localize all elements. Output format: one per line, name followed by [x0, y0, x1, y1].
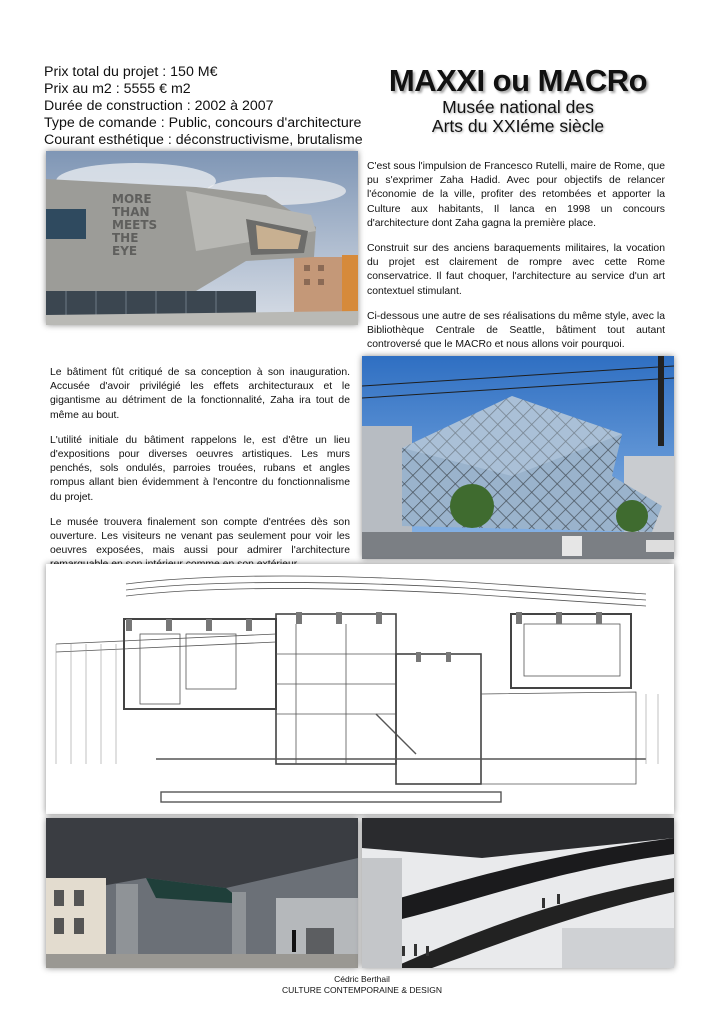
fact-commission-type: Type de comande : Public, concours d'architecture — [44, 115, 362, 131]
fact-construction-duration: Durée de construction : 2002 à 2007 — [44, 98, 274, 114]
critique-text — [50, 366, 350, 584]
course-name: CULTURE CONTEMPORAINE & DESIGN — [282, 985, 442, 995]
building-section-drawing — [46, 564, 674, 814]
paragraph: Ci-dessous une autre de ses réalisations du même style, avec la Bibliothèque Centrale de Seattle, bâtiment tout autant controversé que le MACRo et nous allons voir pourquoi. — [367, 310, 665, 351]
page-title-block — [372, 64, 664, 136]
facade-word: EYE — [112, 244, 138, 258]
footer — [0, 974, 724, 996]
facade-word: THE — [112, 231, 139, 245]
page-title: MAXXI ou MACRo — [388, 63, 648, 98]
paragraph: Le musée trouvera finalement son compte d'entrées dès son ouverture. Les visiteurs ne venant pas seulement pour voir les oeuvres exposées, mais aussi pour admirer l'architecture — [50, 516, 350, 557]
paragraph: C'est sous l'impulsion de Francesco Rutelli, maire de Rome, que pu s'exprimer Zaha Hadid. Avec pour objectifs de relancer l'économie de la ville, profiter des retombées et apporter la Culture aux habitants, Il lanca en 1998 un concours d'architecture dont Zaha gagna la première place. — [367, 161, 665, 229]
page-subtitle-line-1: Musée national des — [442, 97, 594, 117]
photo-maxxi-interior — [362, 818, 674, 968]
photo-maxxi-exterior — [46, 151, 358, 325]
photo-maxxi-underside — [46, 818, 358, 968]
fact-price-per-m2: Prix au m2 : 5555 € m2 — [44, 81, 191, 97]
paragraph: L'utilité initiale du bâtiment rappelons le, est d'être un lieu d'expositions pour diverses oeuvres artistiques. Les murs penchés, sols ondulés, parroies trouées, rubans et angles rompus allant bien évidemment à l'encontre du fonctionnalisme du projet. — [50, 434, 350, 503]
photo-seattle-library — [362, 356, 674, 559]
author-name: Cédric Berthail — [334, 974, 390, 984]
page-subtitle-line-2: Arts du XXIéme siècle — [431, 116, 605, 136]
fact-aesthetic-movement: Courant esthétique : déconstructivisme, brutalisme — [44, 132, 363, 148]
facade-word: MORE — [112, 192, 152, 206]
fact-total-price: Prix total du projet : 150 M€ — [44, 64, 218, 80]
paragraph: Construit sur des anciens baraquements militaires, la vocation du projet est clairement de rompre avec cette Rome conservatrice. Il faut choquer, l'architecture au service d'un art contextuel stimulant. — [367, 243, 665, 297]
intro-text — [367, 160, 665, 363]
facade-word: THAN — [112, 205, 150, 219]
paragraph: Le bâtiment fût critiqué de sa conception à son inauguration. Accusée d'avoir privilégié les effets architecturaux et le gigantisme au détriment de la fonctionnalité, Zaha ira tout de même au bout. — [50, 367, 350, 421]
facade-word: MEETS — [112, 218, 158, 232]
project-facts — [44, 64, 364, 149]
